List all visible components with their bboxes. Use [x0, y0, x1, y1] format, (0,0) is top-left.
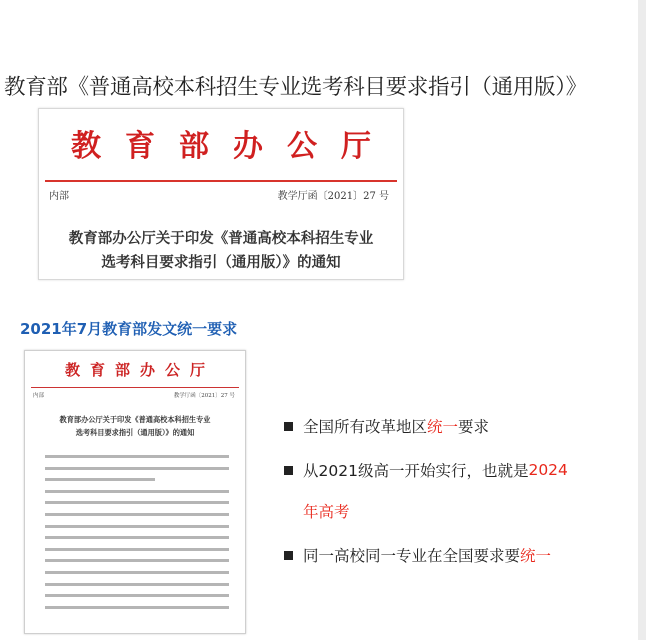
- document-thumbnail: [24, 350, 246, 634]
- doc-classification: 内部: [33, 393, 45, 399]
- letterhead-image: [38, 108, 404, 280]
- doc-text-line: [45, 536, 229, 539]
- bullet-square-icon: [284, 551, 293, 560]
- bullet-text: 从2021级高一开始实行，也就是: [303, 462, 529, 480]
- doc-org-name: 教育部办公厅: [64, 361, 215, 379]
- doc-text-line: [45, 548, 229, 551]
- doc-text-line: [45, 513, 229, 516]
- bullet-highlight: 统一: [520, 547, 552, 565]
- letterhead-divider: [45, 180, 397, 182]
- section-heading: 2021年7月教育部发文统一要求: [20, 320, 238, 338]
- doc-title-line2: 选考科目要求指引（通用版）》的通知: [75, 428, 195, 437]
- bullet-square-icon: [284, 466, 293, 475]
- doc-body-text: [45, 455, 229, 617]
- bullet-text: 全国所有改革地区: [303, 418, 428, 436]
- bullet-continuation: 年高考: [303, 503, 350, 521]
- doc-text-line: [45, 490, 229, 493]
- doc-text-line: [45, 594, 229, 597]
- doc-text-line: [45, 467, 229, 470]
- doc-text-line: [45, 501, 229, 504]
- doc-text-line: [45, 478, 155, 481]
- bullet-item: [284, 459, 568, 481]
- doc-text-line: [45, 559, 229, 562]
- doc-text-line: [45, 583, 229, 586]
- letterhead-classification: 内部: [49, 191, 69, 202]
- doc-number: 教学厅函〔2021〕27 号: [173, 393, 235, 399]
- doc-title-line1: 教育部办公厅关于印发《普通高校本科招生专业: [59, 415, 211, 424]
- bullet-item: [284, 415, 489, 437]
- doc-text-line: [45, 606, 229, 609]
- doc-divider: [31, 387, 239, 388]
- doc-text-line: [45, 571, 229, 574]
- page-title: 教育部《普通高校本科招生专业选考科目要求指引（通用版）》: [4, 75, 587, 100]
- letterhead-title-line2: 选考科目要求指引（通用版）》的通知: [101, 254, 341, 271]
- letterhead-org-name: 教育部办公厅: [71, 129, 395, 164]
- bullet-text: 要求: [458, 418, 490, 436]
- letterhead-title-line1: 教育部办公厅关于印发《普通高校本科招生专业: [68, 230, 374, 247]
- bullet-text: 同一高校同一专业在全国要求要: [303, 547, 521, 565]
- bullet-highlight: 2024: [528, 461, 568, 479]
- bullet-item: [284, 544, 551, 566]
- doc-text-line: [45, 525, 229, 528]
- bullet-highlight: 统一: [427, 418, 459, 436]
- bullet-square-icon: [284, 422, 293, 431]
- doc-text-line: [45, 455, 229, 458]
- letterhead-doc-number: 教学厅函〔2021〕27 号: [277, 191, 389, 202]
